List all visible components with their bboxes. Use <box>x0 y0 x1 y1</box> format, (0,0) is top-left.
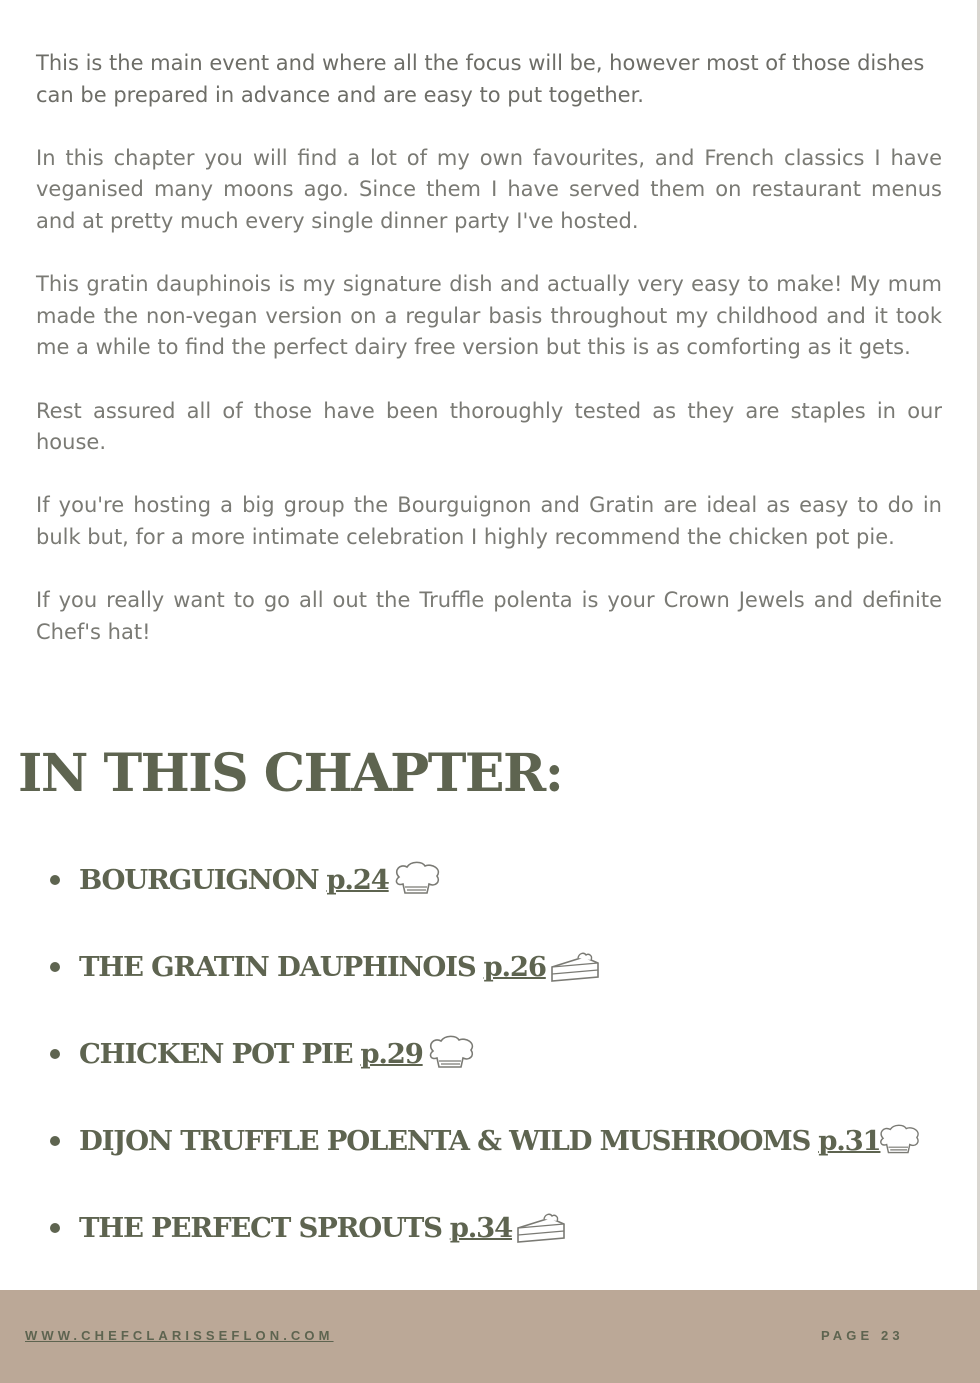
toc-item-title: CHICKEN POT PIE <box>79 1037 353 1070</box>
cake-slice-icon <box>514 1208 568 1248</box>
bullet-icon <box>50 1223 60 1233</box>
bullet-icon <box>50 875 60 885</box>
intro-paragraph: Rest assured all of those have been thoroughly tested as they are staples in our house. <box>36 398 942 455</box>
toc-page-link[interactable]: p.29 <box>360 1037 423 1070</box>
toc-item <box>50 1010 950 1097</box>
toc-page-link[interactable]: p.31 <box>818 1124 881 1157</box>
website-link[interactable]: WWW.CHEFCLARISSEFLON.COM <box>25 1328 334 1343</box>
cake-slice-icon <box>548 947 602 987</box>
bullet-icon <box>50 1136 60 1146</box>
toc-item-title: THE GRATIN DAUPHINOIS <box>79 950 476 983</box>
toc-page-link[interactable]: p.26 <box>483 950 546 983</box>
intro-text <box>36 48 942 680</box>
toc-item <box>50 1184 950 1271</box>
chef-hat-icon <box>391 860 445 900</box>
toc-page-link[interactable]: p.34 <box>449 1211 513 1244</box>
chapter-heading: IN THIS CHAPTER: <box>18 743 563 804</box>
bullet-icon <box>50 962 60 972</box>
page-number: PAGE 23 <box>821 1328 904 1343</box>
page-footer <box>0 1290 980 1383</box>
intro-paragraph: This is the main event and where all the focus will be, however most of those dishes can be prepared in advance and are easy to put together. <box>36 51 925 107</box>
toc-item <box>50 923 950 1010</box>
toc-page-link[interactable]: p.24 <box>326 863 389 896</box>
toc-item-title: DIJON TRUFFLE POLENTA & WILD MUSHROOMS <box>79 1124 811 1157</box>
toc-item-title: THE PERFECT SPROUTS <box>79 1211 442 1244</box>
intro-paragraph: In this chapter you will find a lot of my own favourites, and French classics I have veganised many moons ago. Since them I have served them on restaurant menus and at pretty much every single dinner party I've hosted. <box>36 145 942 233</box>
intro-paragraph: If you're hosting a big group the Bourguignon and Gratin are ideal as easy to do in bulk but, for a more intimate celebration I highly recommend the chicken pot pie. <box>36 493 942 549</box>
toc-item-title: BOURGUIGNON <box>79 863 319 896</box>
toc-item <box>50 836 950 923</box>
intro-paragraph: This gratin dauphinois is my signature dish and actually very easy to make! My mum made the non-vegan version on a regular basis throughout my childhood and it took me a while to find the perfect dairy free version but this is as comforting as it gets. <box>36 272 942 360</box>
chef-hat-icon <box>876 1121 924 1161</box>
toc-item <box>50 1097 950 1184</box>
chef-hat-icon <box>425 1034 479 1074</box>
bullet-icon <box>50 1049 60 1059</box>
intro-paragraph: If you really want to go all out the Truffle polenta is your Crown Jewels and definite Chef's hat! <box>36 588 942 644</box>
chapter-contents-list <box>50 836 950 1271</box>
